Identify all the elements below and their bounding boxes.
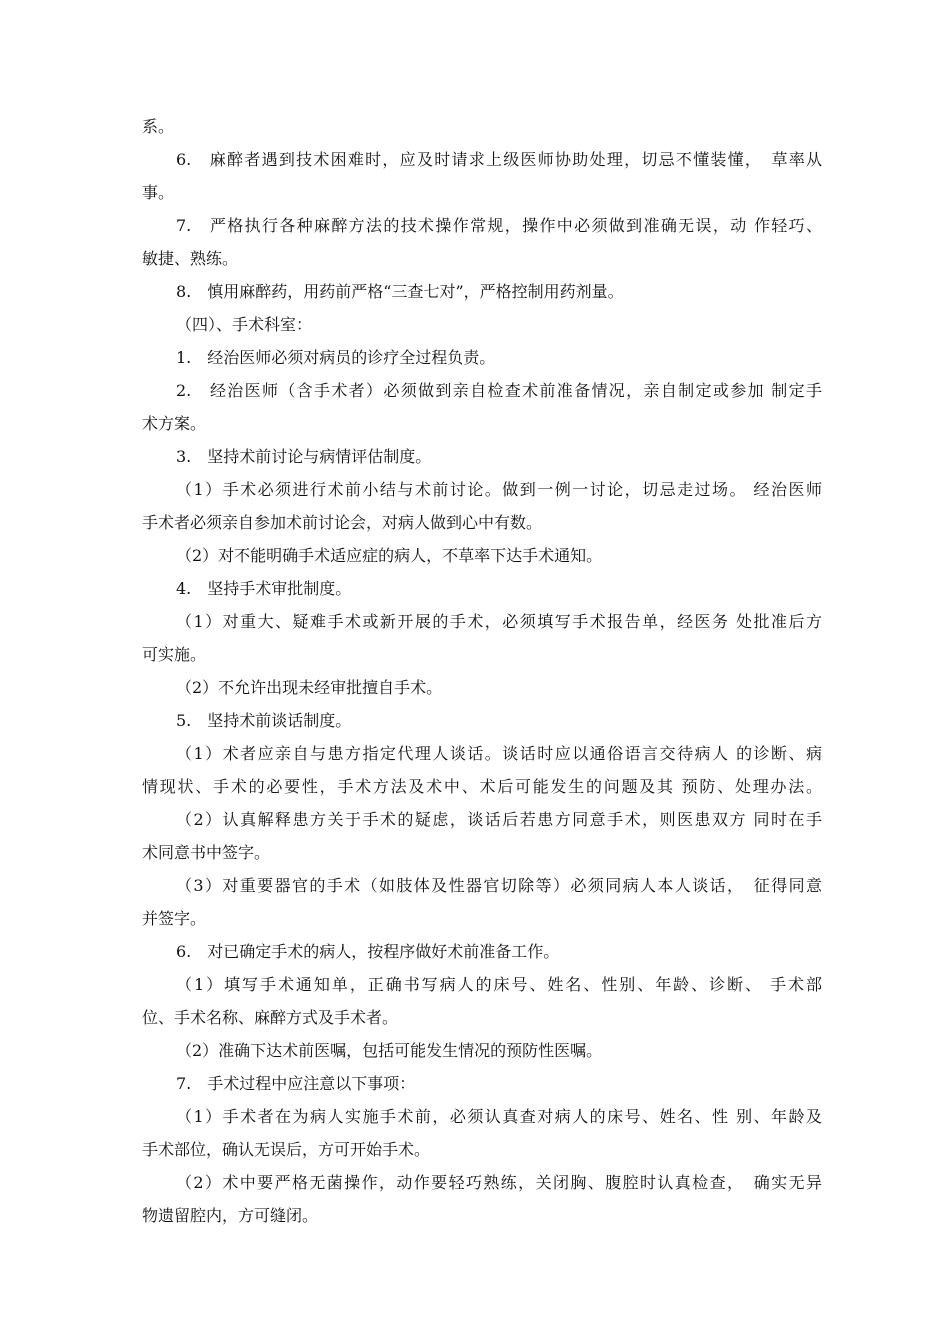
text-line: 7. 手术过程中应注意以下事项： [176, 1074, 416, 1093]
text-line: 1. 经治医师必须对病员的诊疗全过程负责。 [176, 348, 496, 367]
text-line: 6. 麻醉者遇到技术困难时，应及时请求上级医师协助处理，切忌不懂装懂， 草率从 [176, 150, 822, 169]
text-line: （1）手术必须进行术前小结与术前讨论。做到一例一讨论，切忌走过场。 经治医师 [176, 480, 822, 499]
text-line: （1）填写手术通知单，正确书写病人的床号、姓名、性别、年龄、诊断、 手术部 [176, 975, 822, 994]
text-line: 情现状、手术的必要性，手术方法及术中、术后可能发生的问题及其 预防、处理办法。 [142, 777, 822, 796]
text-line: 术方案。 [142, 414, 207, 433]
text-line: 可实施。 [142, 645, 207, 664]
text-line: （1）对重大、疑难手术或新开展的手术，必须填写手术报告单，经医务 处批准后方 [176, 612, 822, 631]
text-line: 位、手术名称、麻醉方式及手术者。 [142, 1008, 399, 1027]
text-line: 事。 [142, 183, 175, 202]
text-line: 7. 严格执行各种麻醉方法的技术操作常规，操作中必须做到准确无误，动 作轻巧、 [176, 216, 822, 235]
text-line: 手术部位，确认无误后，方可开始手术。 [142, 1140, 431, 1159]
text-line: （2）术中要严格无菌操作，动作要轻巧熟练，关闭胸、腹腔时认真检查， 确实无异 [176, 1173, 822, 1192]
text-line: （2）对不能明确手术适应症的病人，不草率下达手术通知。 [176, 546, 603, 565]
text-line: 物遗留腔内，方可缝闭。 [142, 1206, 319, 1225]
text-line: （3）对重要器官的手术（如肢体及性器官切除等）必须同病人本人谈话， 征得同意 [176, 876, 822, 895]
text-line: 6. 对已确定手术的病人，按程序做好术前准备工作。 [176, 942, 560, 961]
text-line: 并签字。 [142, 909, 207, 928]
text-line: 系。 [142, 117, 175, 136]
text-line: 8. 慎用麻醉药，用药前严格“三查七对”，严格控制用药剂量。 [176, 282, 624, 301]
text-line: 3. 坚持术前讨论与病情评估制度。 [176, 447, 432, 466]
text-line: 敏捷、熟练。 [142, 249, 239, 268]
text-line: （1）手术者在为病人实施手术前，必须认真查对病人的床号、姓名、性 别、年龄及 [176, 1107, 822, 1126]
text-line: （四）、手术科室： [176, 315, 313, 334]
text-line: 2. 经治医师（含手术者）必须做到亲自检查术前准备情况，亲自制定或参加 制定手 [176, 381, 822, 400]
text-line: （2）准确下达术前医嘱，包括可能发生情况的预防性医嘱。 [176, 1041, 603, 1060]
text-line: 5. 坚持术前谈话制度。 [176, 711, 352, 730]
text-line: 术同意书中签字。 [142, 843, 271, 862]
text-line: 手术者必须亲自参加术前讨论会，对病人做到心中有数。 [142, 513, 543, 532]
text-line: （1）术者应亲自与患方指定代理人谈话。谈话时应以通俗语言交待病人 的诊断、病 [176, 744, 822, 763]
text-line: 4. 坚持手术审批制度。 [176, 579, 352, 598]
text-line: （2）不允许出现未经审批擅自手术。 [176, 678, 443, 697]
text-line: （2）认真解释患方关于手术的疑虑，谈话后若患方同意手术，则医患双方 同时在手 [176, 810, 822, 829]
